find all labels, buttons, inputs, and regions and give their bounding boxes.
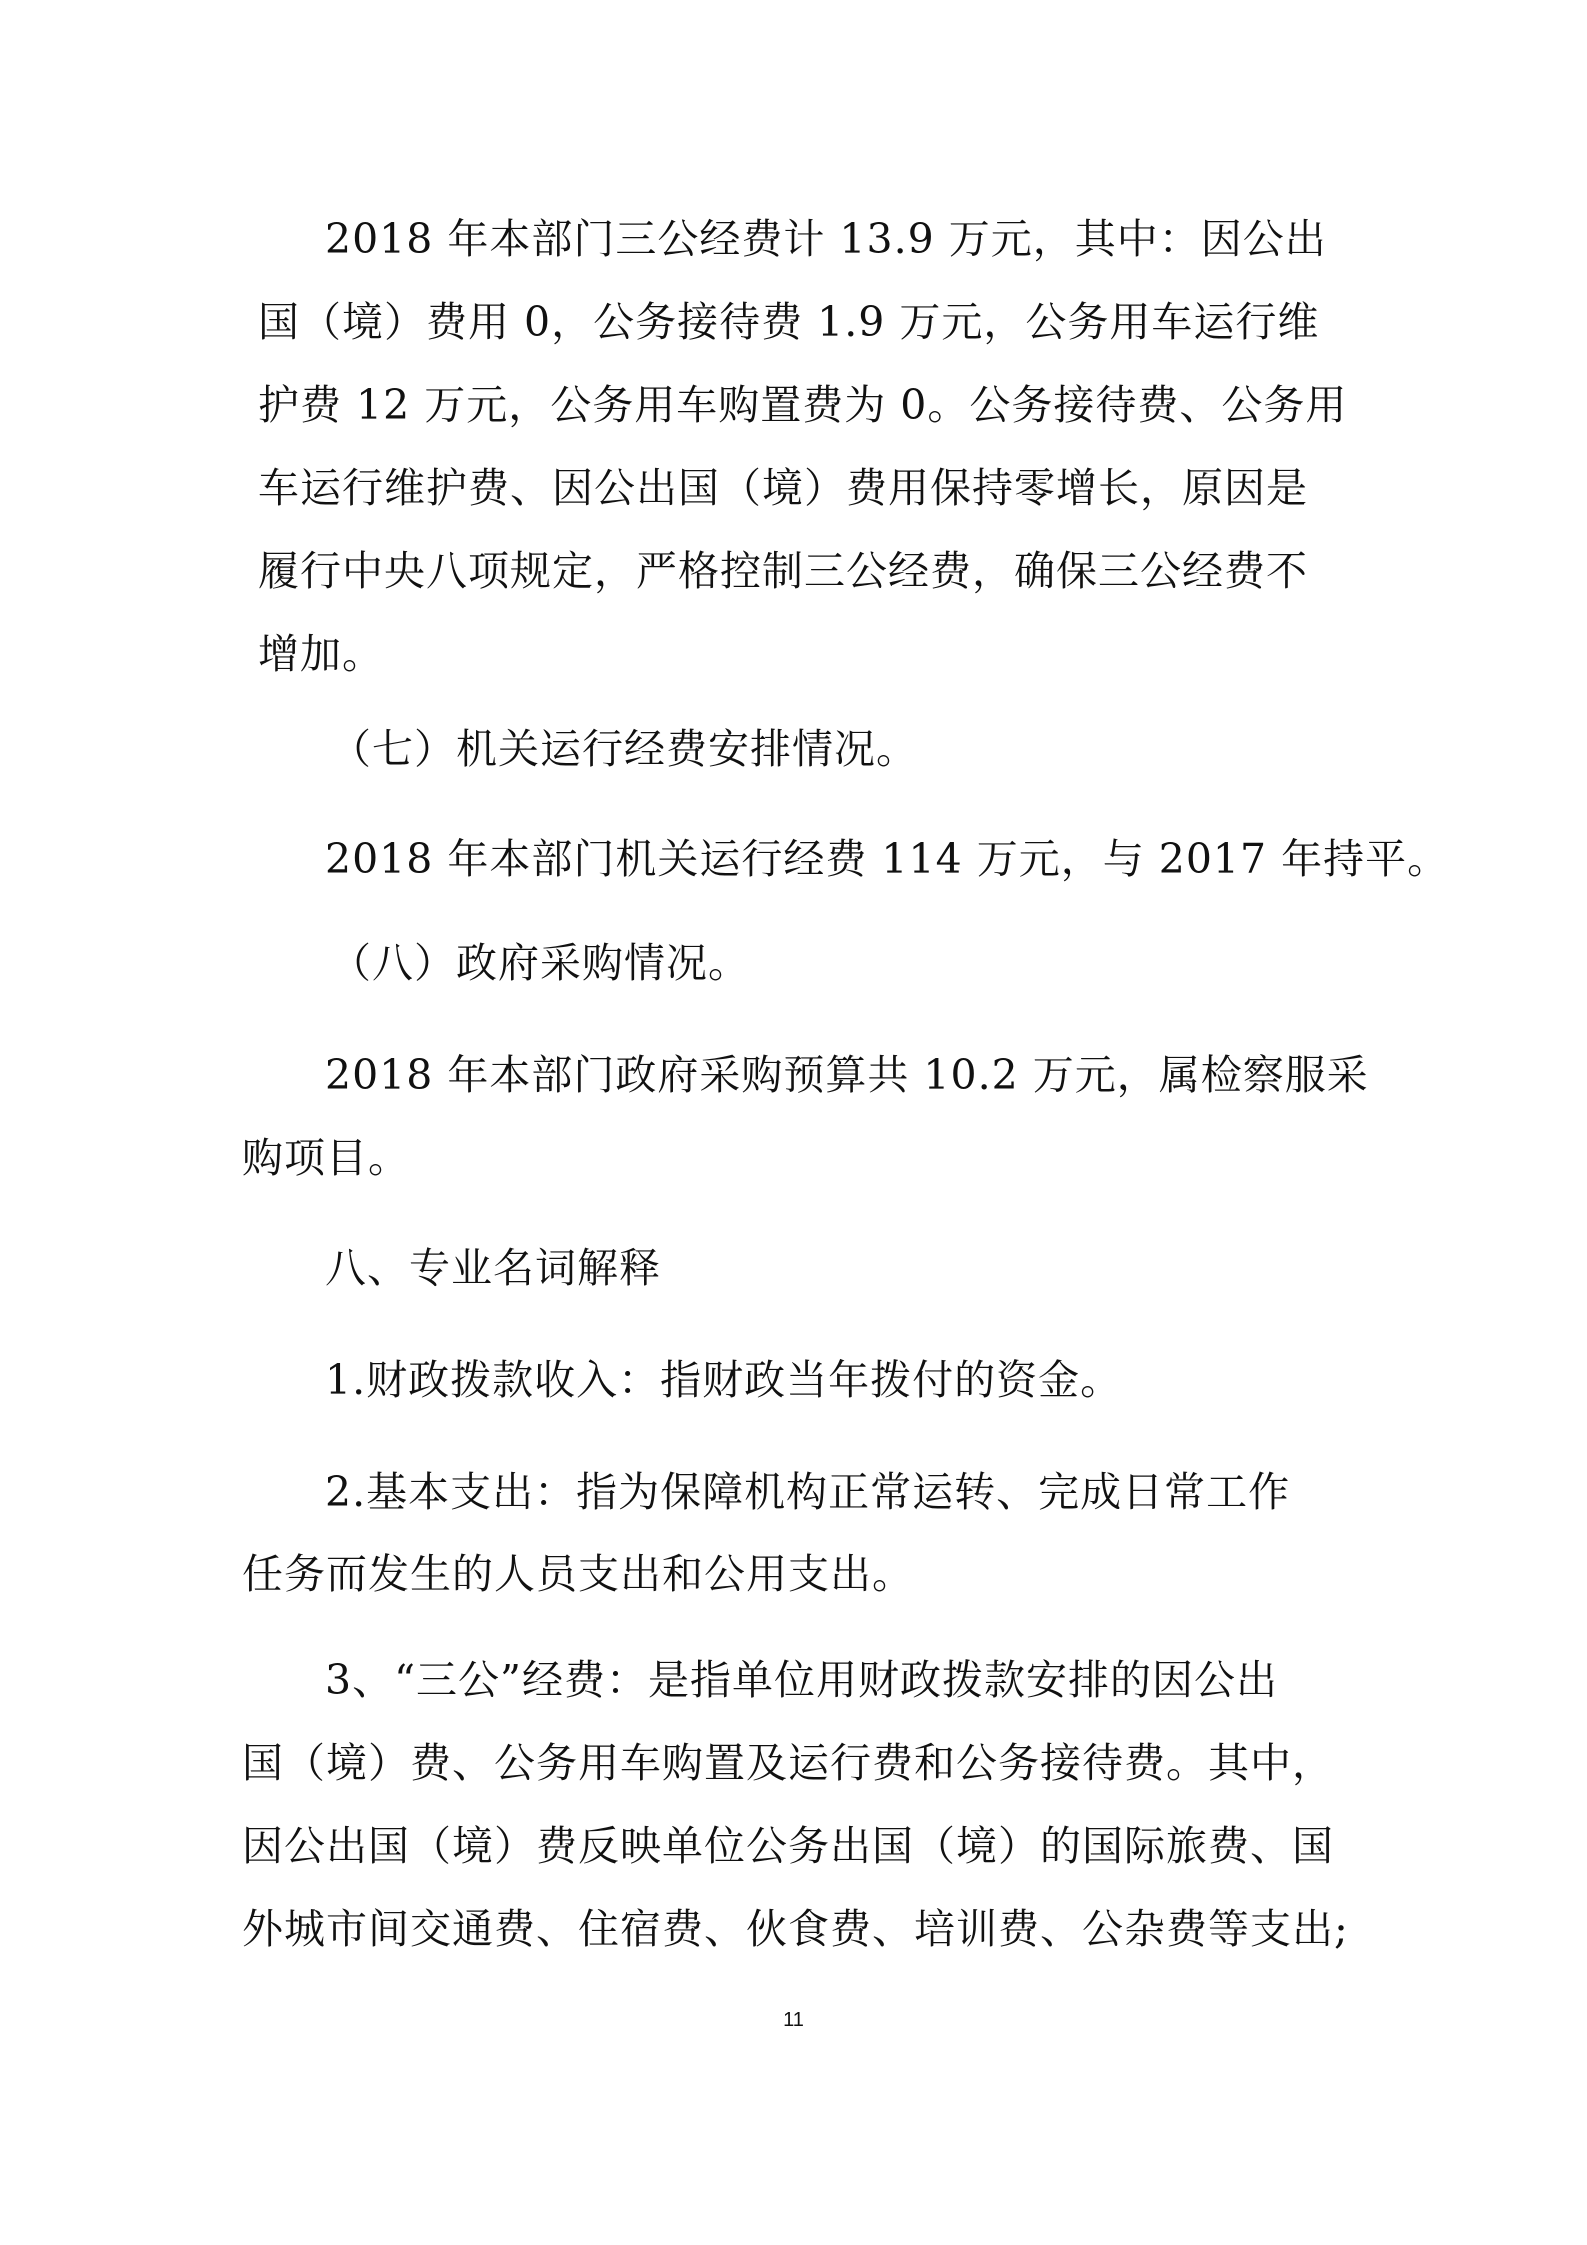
- text-line: 3、“三公”经费：是指单位用财政拨款安排的因公出: [325, 1656, 1279, 1704]
- term-1-paragraph: 1.财政拨款收入：指财政当年拨付的资金。: [325, 1356, 1123, 1404]
- section-7-heading: （七）机关运行经费安排情况。: [330, 725, 918, 773]
- page-number: 11: [783, 2009, 804, 2031]
- text-line: 车运行维护费、因公出国（境）费用保持零增长，原因是: [258, 464, 1308, 512]
- text-line: 国（境）费、公务用车购置及运行费和公务接待费。其中，: [242, 1739, 1334, 1787]
- text-line: 外城市间交通费、住宿费、伙食费、培训费、公杂费等支出;: [242, 1905, 1349, 1953]
- text-line: 任务而发生的人员支出和公用支出。: [242, 1550, 914, 1598]
- text-line: 2018 年本部门三公经费计 13.9 万元，其中：因公出: [325, 215, 1327, 263]
- text-line: 因公出国（境）费反映单位公务出国（境）的国际旅费、国: [242, 1822, 1334, 1870]
- text-line: 增加。: [258, 630, 384, 678]
- text-line: 履行中央八项规定，严格控制三公经费，确保三公经费不: [258, 547, 1308, 595]
- operating-expenses-paragraph: 2018 年本部门机关运行经费 114 万元，与 2017 年持平。: [325, 835, 1450, 883]
- section-8-heading: （八）政府采购情况。: [330, 939, 750, 987]
- glossary-heading: 八、专业名词解释: [325, 1244, 661, 1292]
- text-line: 2.基本支出：指为保障机构正常运转、完成日常工作: [325, 1468, 1291, 1516]
- text-line: 护费 12 万元，公务用车购置费为 0。公务接待费、公务用: [258, 381, 1348, 429]
- text-line: 2018 年本部门政府采购预算共 10.2 万元，属检察服采: [325, 1051, 1369, 1099]
- text-line: 国（境）费用 0，公务接待费 1.9 万元，公务用车运行维: [258, 298, 1320, 346]
- text-line: 购项目。: [242, 1134, 410, 1182]
